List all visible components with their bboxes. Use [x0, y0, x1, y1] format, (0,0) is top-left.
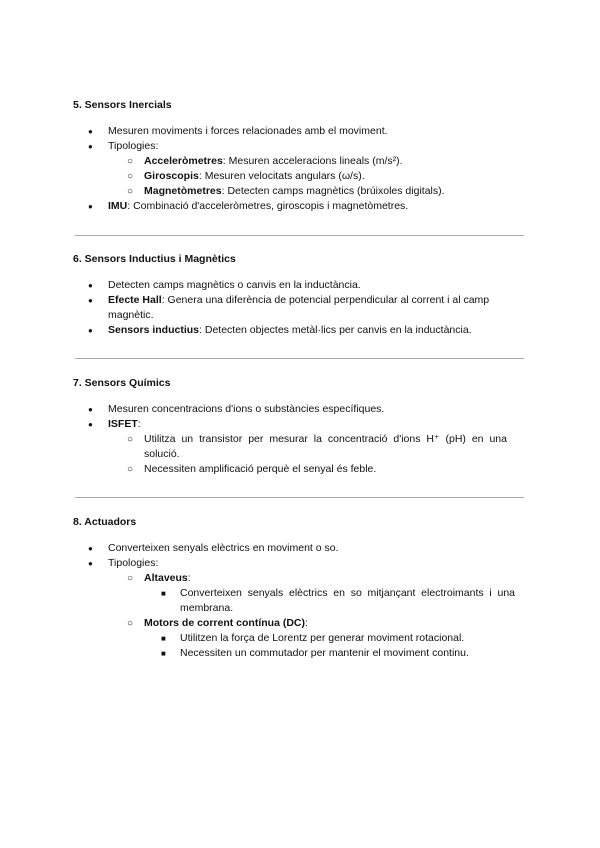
- term: Sensors inductius: [108, 324, 200, 336]
- term: Efecte Hall: [108, 294, 162, 306]
- sub-sub-list: [144, 631, 525, 661]
- item-text: :: [187, 572, 191, 584]
- list-item: [73, 169, 525, 184]
- section-title: 5. Sensors Inercials: [73, 99, 172, 111]
- sub-sub-list: [144, 586, 525, 616]
- section-sensors-inductius: [73, 252, 525, 338]
- term: Giroscopis: [144, 170, 199, 182]
- list-item: [73, 199, 525, 214]
- item-text: Detecten camps magnètics o canvis en la inductància.: [108, 279, 361, 291]
- list-item: [73, 139, 525, 199]
- list-item: [73, 541, 525, 556]
- item-text: : Combinació d'acceleròmetres, giroscopis i magnetòmetres.: [127, 200, 409, 212]
- divider: [75, 497, 524, 498]
- list-item: [73, 586, 525, 616]
- term: IMU: [108, 200, 128, 212]
- item-text: Converteixen senyals elèctrics en moviment o so.: [108, 542, 339, 554]
- list-item: [73, 278, 525, 293]
- term: Magnetòmetres: [144, 185, 222, 197]
- sub-list: [108, 432, 525, 477]
- list-item: [73, 631, 525, 646]
- sub-list: [108, 571, 525, 661]
- term: Altaveus: [144, 572, 188, 584]
- list-item: [73, 154, 525, 169]
- section-title: 7. Sensors Químics: [73, 377, 171, 389]
- bullet-list: [73, 124, 525, 214]
- section-actuadors: [73, 515, 525, 661]
- list-item: [73, 184, 525, 199]
- list-item: [73, 462, 525, 477]
- item-text: :: [137, 418, 141, 430]
- bullet-list: [73, 541, 525, 661]
- item-text: :: [305, 617, 308, 629]
- list-item: [73, 432, 525, 462]
- item-text: Converteixen senyals elèctrics en so mitjançant electroimants i una membrana.: [180, 587, 515, 614]
- section-sensors-inercials: [73, 98, 525, 214]
- list-item: [73, 417, 525, 477]
- divider: [75, 235, 524, 236]
- item-text: Mesuren concentracions d'ions o substàncies específiques.: [108, 403, 385, 415]
- term: Acceleròmetres: [144, 155, 223, 167]
- list-item: [73, 323, 525, 338]
- sub-list: [108, 154, 525, 199]
- item-text: Utilitza un transistor per mesurar la concentració d'ions H⁺ (pH) en una solució.: [144, 433, 507, 460]
- item-text: : Genera una diferència de potencial perpendicular al corrent i al camp magnètic.: [108, 294, 490, 321]
- section-title: 8. Actuadors: [73, 516, 137, 528]
- item-text: : Detecten objectes metàl·lics per canvis en la inductància.: [199, 324, 472, 336]
- list-item: [73, 124, 525, 139]
- section-title: 6. Sensors Inductius i Magnètics: [73, 253, 236, 265]
- list-item: [73, 556, 525, 661]
- list-item: [73, 616, 525, 661]
- item-text: : Detecten camps magnètics (brúixoles digitals).: [221, 185, 445, 197]
- list-item: [73, 571, 525, 616]
- term: ISFET: [108, 418, 138, 430]
- item-text: Tipologies:: [108, 557, 159, 569]
- divider: [75, 358, 524, 359]
- item-text: : Mesuren velocitats angulars (ω/s).: [198, 170, 365, 182]
- item-text: : Mesuren acceleracions lineals (m/s²).: [222, 155, 403, 167]
- bullet-list: [73, 278, 525, 338]
- item-text: Necessiten amplificació perquè el senyal és feble.: [144, 463, 377, 475]
- list-item: [73, 293, 525, 323]
- term: Motors de corrent contínua (DC): [144, 617, 306, 629]
- list-item: [73, 402, 525, 417]
- list-item: [73, 646, 525, 661]
- item-text: Mesuren moviments i forces relacionades amb el moviment.: [108, 125, 388, 137]
- item-text: Utilitzen la força de Lorentz per generar moviment rotacional.: [180, 632, 465, 644]
- section-sensors-quimics: [73, 376, 525, 477]
- item-text: Necessiten un commutador per mantenir el moviment continu.: [180, 647, 469, 659]
- bullet-list: [73, 402, 525, 477]
- item-text: Tipologies:: [108, 140, 159, 152]
